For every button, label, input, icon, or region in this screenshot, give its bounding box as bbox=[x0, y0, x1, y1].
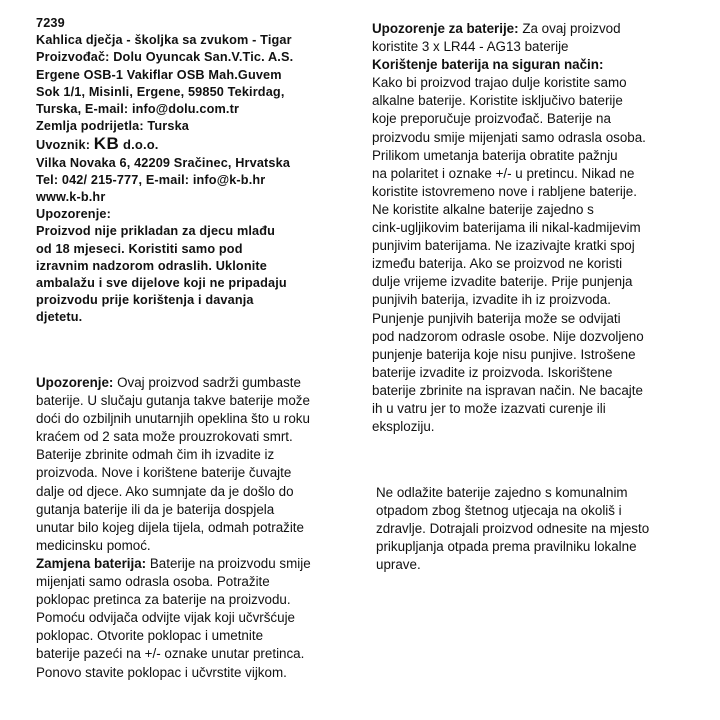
safe-use-line: koje preporučuje proizvođač. Baterije na bbox=[372, 111, 611, 127]
importer-label: Uvoznik: bbox=[36, 138, 91, 153]
battery-type-line: koristite 3 x LR44 - AG13 baterije bbox=[372, 39, 569, 55]
battery-safety-block bbox=[372, 20, 706, 436]
disposal-block bbox=[376, 484, 706, 574]
safe-use-line: pod nadzorom odrasle osobe. Nije dozvoljeno bbox=[372, 328, 644, 344]
safe-use-line: Punjenje punjivih baterija može se odvijati bbox=[372, 310, 621, 326]
safe-use-line: na polaritet i oznake +/- u pretincu. Nikad ne bbox=[372, 165, 635, 181]
replacement-line: Pomoću odvijača odvijte vijak koji učvršćuje bbox=[36, 610, 295, 626]
product-name: Kahlica dječja - školjka sa zvukom - Tigar bbox=[36, 33, 292, 48]
battery-warning-line: Baterije zbrinite odmah čim ih izvadite iz bbox=[36, 447, 275, 463]
safe-use-line: cink-ugljikovim baterijama ili nikal-kadmijevim bbox=[372, 220, 641, 236]
importer-website: www.k-b.hr bbox=[36, 190, 106, 205]
battery-warning-line: unutar bilo kojeg dijela tijela, odmah potražite bbox=[36, 519, 304, 535]
safe-use-line: proizvodu smije mijenjati samo odrasla osoba. bbox=[372, 129, 646, 145]
battery-warning-heading: Upozorenje: bbox=[36, 375, 114, 390]
battery-warning-line: baterije. U slučaju gutanja takve baterije može bbox=[36, 393, 310, 409]
battery-type-first-line: Upozorenje za baterije: Za ovaj proizvod bbox=[372, 21, 621, 36]
safe-use-line: baterije izvadite iz proizvoda. Iskorištene bbox=[372, 364, 613, 380]
importer-address: Vilka Novaka 6, 42209 Sračinec, Hrvatska bbox=[36, 155, 291, 170]
battery-warning-line: medicinsku pomoć. bbox=[36, 537, 151, 553]
disposal-line: prikupljanja otpada prema pravilniku lokalne bbox=[376, 539, 637, 555]
safe-use-line: punjivim baterijama. Ne izazivajte kratki spoj bbox=[372, 238, 635, 254]
product-info-block bbox=[36, 15, 370, 327]
battery-warning-line: dalje od djece. Ako sumnjate da je došlo do bbox=[36, 483, 294, 499]
importer-company-suffix: d.o.o. bbox=[123, 137, 159, 153]
importer-contact: Tel: 042/ 215-777, E-mail: info@k-b.hr bbox=[36, 172, 266, 187]
safe-use-line: Kako bi proizvod trajao dulje koristite samo bbox=[372, 75, 627, 91]
battery-warning-line: gutanja baterije ili da je baterija dospjela bbox=[36, 501, 275, 517]
safe-use-line: punjivih baterija, izvadite ih iz proizvoda. bbox=[372, 292, 611, 308]
importer-line bbox=[36, 135, 370, 154]
replacement-heading: Zamjena baterija: bbox=[36, 555, 147, 571]
age-warning-line: od 18 mjeseci. Koristiti samo pod bbox=[36, 241, 243, 256]
safe-use-line: eksploziju. bbox=[372, 419, 435, 435]
battery-warning-line: kraćem od 2 sata može prouzrokovati smrt. bbox=[36, 429, 293, 445]
safe-use-heading: Korištenje baterija na siguran način: bbox=[372, 57, 604, 73]
age-warning-line: ambalažu i sve dijelove koji ne pripadaju bbox=[36, 276, 287, 291]
disposal-line: zdravlje. Dotrajali proizvod odnesite na mjesto bbox=[376, 521, 650, 537]
disposal-line: otpadom zbog štetnog utjecaja na okoliš i bbox=[376, 503, 622, 519]
battery-type-heading: Upozorenje za baterije: bbox=[372, 21, 519, 36]
age-warning-line: djetetu. bbox=[36, 310, 83, 325]
manufacturer-email-line: Turska, E-mail: info@dolu.com.tr bbox=[36, 102, 240, 117]
safe-use-line: alkalne baterije. Koristite isključivo baterije bbox=[372, 93, 623, 109]
age-warning-line: proizvodu prije korištenja i davanja bbox=[36, 293, 254, 308]
age-warning-heading: Upozorenje: bbox=[36, 207, 111, 222]
manufacturer-address-line: Ergene OSB-1 Vakiflar OSB Mah.Guvem bbox=[36, 67, 282, 82]
replacement-line: mijenjati samo odrasla osoba. Potražite bbox=[36, 574, 270, 590]
replacement-first-line: Zamjena baterija: Baterije na proizvodu smije bbox=[36, 555, 311, 571]
battery-warning-line: doći do ozbiljnih unutarnjih opeklina što u roku bbox=[36, 411, 310, 427]
replacement-line: baterije pazeći na +/- oznake unutar pretinca. bbox=[36, 646, 305, 662]
replacement-line: poklopac pretinca za baterije na proizvodu. bbox=[36, 592, 291, 608]
safe-use-line: dulje vrijeme izvadite baterije. Prije punjenja bbox=[372, 274, 633, 290]
battery-warning-block bbox=[36, 374, 370, 682]
safe-use-line: između baterija. Ako se proizvod ne koristi bbox=[372, 256, 623, 272]
manufacturer-line: Proizvođač: Dolu Oyuncak San.V.Tic. A.S. bbox=[36, 50, 294, 65]
replacement-line: Ponovo stavite poklopac i učvrstite vijkom. bbox=[36, 664, 287, 680]
safe-use-line: Ne koristite alkalne baterije zajedno s bbox=[372, 201, 594, 217]
battery-warning-first-line: Upozorenje: Ovaj proizvod sadrži gumbaste bbox=[36, 375, 301, 390]
battery-warning-line: proizvoda. Nove i korištene baterije čuvajte bbox=[36, 465, 292, 481]
safe-use-line: baterije zbrinite na ispravan način. Ne bacajte bbox=[372, 382, 643, 398]
safe-use-line: Prilikom umetanja baterija obratite pažnju bbox=[372, 147, 618, 163]
safe-use-line: punjenje baterija koje nisu punjive. Istrošene bbox=[372, 346, 636, 362]
disposal-line: uprave. bbox=[376, 557, 421, 573]
age-warning-line: Proizvod nije prikladan za djecu mlađu bbox=[36, 224, 276, 239]
disposal-line: Ne odlažite baterije zajedno s komunalnim bbox=[376, 485, 628, 500]
safe-use-line: koristite istovremeno nove i rabljene baterije. bbox=[372, 183, 637, 199]
age-warning-line: izravnim nadzorom odraslih. Uklonite bbox=[36, 258, 267, 273]
product-code: 7239 bbox=[36, 16, 65, 30]
replacement-line: poklopac. Otvorite poklopac i umetnite bbox=[36, 628, 264, 644]
country-of-origin: Zemlja podrijetla: Turska bbox=[36, 119, 189, 134]
manufacturer-address-line: Sok 1/1, Misinli, Ergene, 59850 Tekirdag, bbox=[36, 84, 285, 99]
safe-use-line: ih u vatru jer to može izazvati curenje ili bbox=[372, 400, 606, 416]
kb-logo: KB bbox=[93, 134, 120, 154]
